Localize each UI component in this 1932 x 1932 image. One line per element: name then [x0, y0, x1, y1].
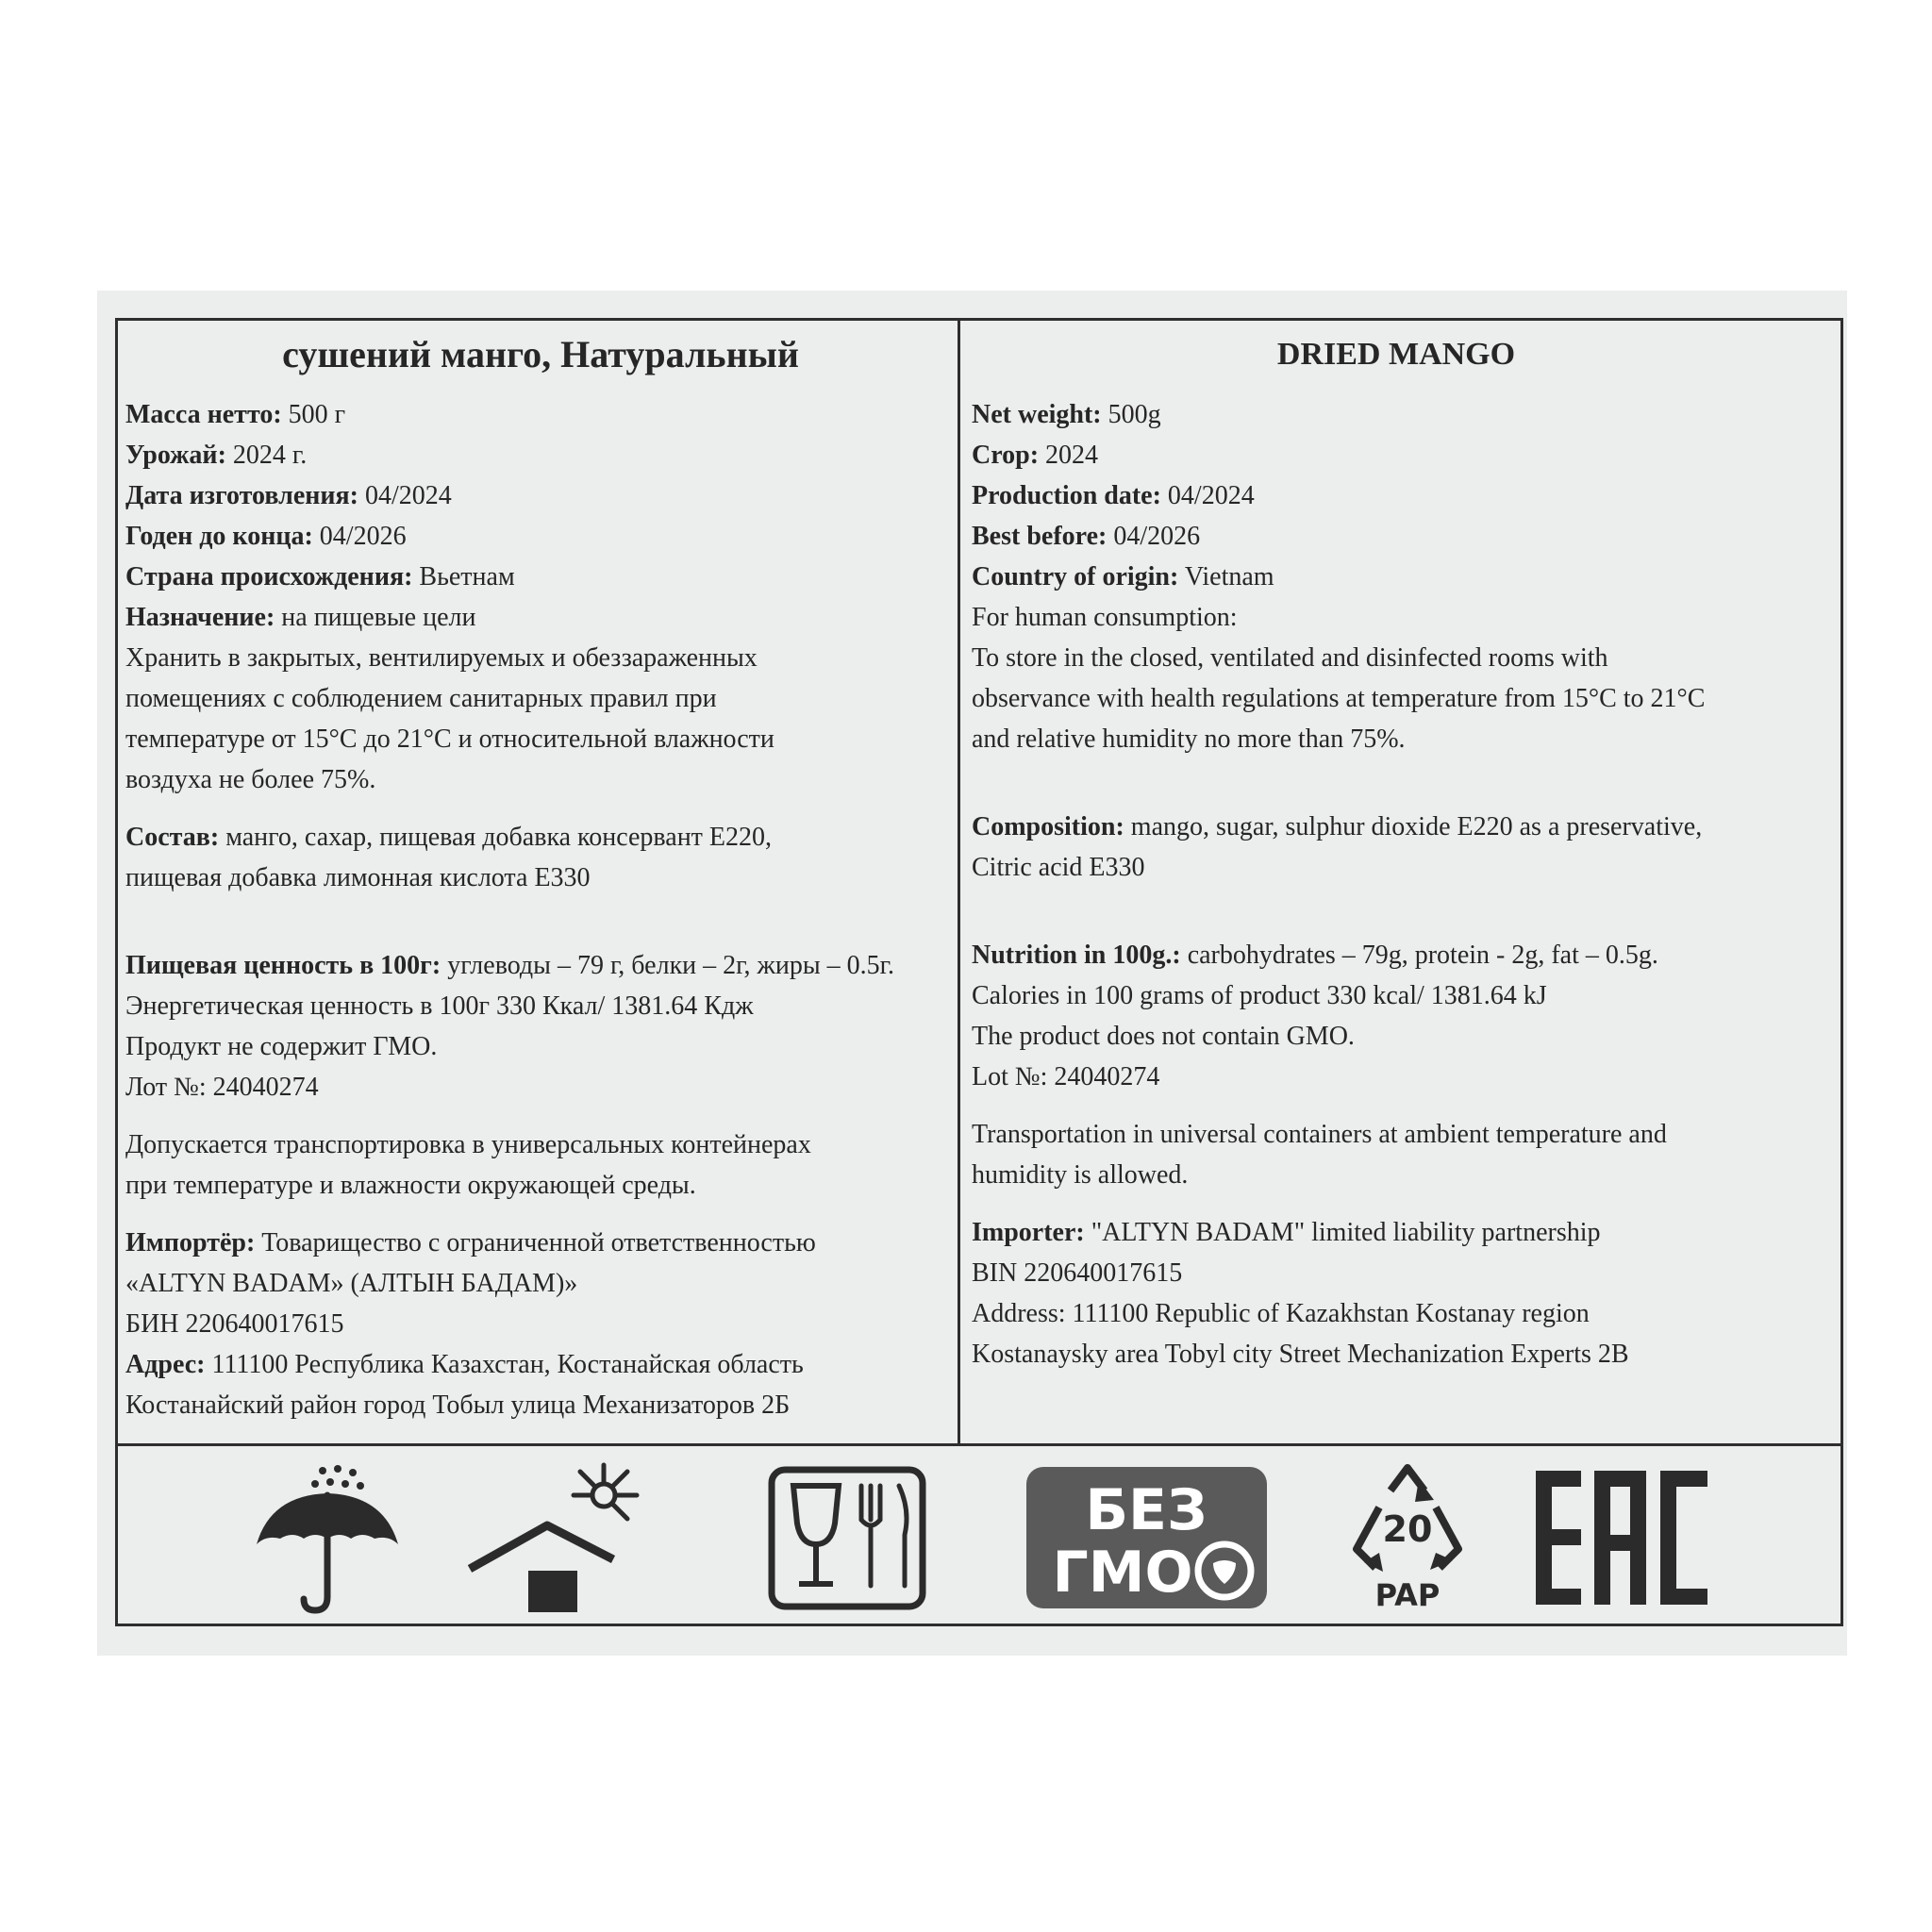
- field-value: 2024 г.: [225, 441, 308, 470]
- field-value: mango, sugar, sulphur dioxide E220 as a preservative,: [1124, 812, 1703, 841]
- purpose-line: For human consumption:: [972, 603, 1238, 632]
- gmo-line: Продукт не содержит ГМО.: [125, 1032, 438, 1061]
- lot-line: Lot №: 24040274: [972, 1062, 1160, 1091]
- field-value: 500 г: [281, 400, 346, 429]
- eac-mark-icon: [1536, 1457, 1710, 1618]
- keep-dry-umbrella-icon: [247, 1457, 408, 1618]
- field-label: Годен до конца:: [125, 522, 313, 551]
- field-value: Vietnam: [1178, 562, 1274, 591]
- field-value: 2024: [1039, 441, 1099, 470]
- field-value: "ALTYN BADAM" limited liability partnership: [1084, 1218, 1601, 1247]
- field-label: Importer:: [972, 1218, 1085, 1247]
- transport-line: Допускается транспортировка в универсальных контейнерах: [125, 1130, 811, 1159]
- field-label: Назначение:: [125, 603, 275, 632]
- field-label: Адрес:: [125, 1350, 206, 1379]
- transport-line: при температуре и влажности окружающей среды.: [125, 1171, 696, 1200]
- bin-line: БИН 220640017615: [125, 1309, 344, 1339]
- address-line: [125, 1344, 956, 1385]
- field-label: Nutrition in 100g.:: [972, 941, 1181, 970]
- food-contact-icon: [767, 1457, 927, 1618]
- nutrition-line: [972, 935, 1821, 975]
- field-value: манго, сахар, пищевая добавка консервант Е220,: [219, 823, 773, 852]
- gmo-line: The product does not contain GMO.: [972, 1022, 1355, 1051]
- transport-line: Transportation in universal containers at ambient temperature and: [972, 1120, 1667, 1149]
- production-date-line: [125, 475, 956, 516]
- field-value: углеводы – 79 г, белки – 2г, жиры – 0.5г.: [441, 951, 894, 980]
- net-weight-line: [125, 394, 956, 435]
- field-label: Урожай:: [125, 441, 226, 470]
- composition-line-2: Citric acid E330: [972, 853, 1145, 882]
- energy-line: Calories in 100 grams of product 330 kcal/ 1381.64 kJ: [972, 981, 1547, 1010]
- symbols-divider: [115, 1443, 1843, 1446]
- field-value: 500g: [1101, 400, 1161, 429]
- russian-title: сушений манго, Натуральный: [282, 333, 799, 375]
- composition-line: [972, 807, 1821, 847]
- production-date-line: [972, 475, 1821, 516]
- keep-away-from-sun-icon: [462, 1457, 665, 1618]
- energy-line: Энергетическая ценность в 100г 330 Ккал/ 1381.64 Кдж: [125, 991, 754, 1021]
- field-value: 04/2026: [1107, 522, 1201, 551]
- storage-line: воздуха не более 75%.: [125, 765, 376, 794]
- column-divider: [958, 318, 960, 1445]
- recycling-material: PAP: [1374, 1577, 1441, 1613]
- field-value: на пищевые цели: [275, 603, 476, 632]
- storage-line: помещениях с соблюдением санитарных правил при: [125, 684, 717, 713]
- transport-line: humidity is allowed.: [972, 1160, 1189, 1190]
- field-value: 04/2024: [1160, 481, 1255, 510]
- recycling-icon: [1341, 1457, 1474, 1618]
- field-label: Страна происхождения:: [125, 562, 413, 591]
- address-line: Address: 111100 Republic of Kazakhstan Kostanay region: [972, 1299, 1590, 1328]
- field-label: Best before:: [972, 522, 1108, 551]
- net-weight-line: [972, 394, 1821, 435]
- crop-line: [972, 435, 1821, 475]
- address-line-2: Kostanaysky area Tobyl city Street Mechanization Experts 2B: [972, 1340, 1629, 1369]
- field-label: Composition:: [972, 812, 1124, 841]
- best-before-line: [972, 516, 1821, 557]
- importer-line: [125, 1223, 956, 1263]
- recycling-code: 20: [1382, 1508, 1433, 1550]
- storage-line: observance with health regulations at temperature from 15°C to 21°C: [972, 684, 1706, 713]
- no-gmo-line-2: ГМО: [1052, 1540, 1193, 1606]
- storage-line: температуре от 15°С до 21°С и относительной влажности: [125, 724, 774, 754]
- field-value: 111100 Республика Казахстан, Костанайская область: [205, 1350, 804, 1379]
- field-value: 04/2024: [358, 481, 452, 510]
- field-label: Дата изготовления:: [125, 481, 358, 510]
- storage-line: Хранить в закрытых, вентилируемых и обеззараженных: [125, 643, 758, 673]
- field-label: Пищевая ценность в 100г:: [125, 951, 441, 980]
- english-title: DRIED MANGO: [1276, 337, 1516, 372]
- composition-line: [125, 817, 956, 858]
- origin-line: [125, 557, 956, 597]
- no-gmo-icon: [1026, 1457, 1267, 1618]
- crop-line: [125, 435, 956, 475]
- best-before-line: [125, 516, 956, 557]
- no-gmo-line-1: БЕЗ: [1085, 1477, 1208, 1543]
- russian-column: [125, 330, 956, 1425]
- bin-line: BIN 220640017615: [972, 1258, 1183, 1288]
- storage-line: and relative humidity no more than 75%.: [972, 724, 1406, 754]
- field-label: Country of origin:: [972, 562, 1179, 591]
- importer-line: [972, 1212, 1821, 1253]
- purpose-line: [125, 597, 956, 638]
- field-value: Товарищество с ограниченной ответственностью: [255, 1228, 816, 1257]
- origin-line: [972, 557, 1821, 597]
- field-label: Масса нетто:: [125, 400, 282, 429]
- field-label: Production date:: [972, 481, 1161, 510]
- field-value: Вьетнам: [412, 562, 515, 591]
- field-value: carbohydrates – 79g, protein - 2g, fat – 0.5g.: [1180, 941, 1658, 970]
- importer-line-2: «ALTYN BADAM» (АЛТЫН БАДАМ)»: [125, 1269, 578, 1298]
- field-value: 04/2026: [312, 522, 407, 551]
- english-column: [972, 330, 1821, 1374]
- nutrition-line: [125, 945, 956, 986]
- lot-line: Лот №: 24040274: [125, 1073, 319, 1102]
- field-label: Net weight:: [972, 400, 1102, 429]
- field-label: Импортёр:: [125, 1228, 256, 1257]
- field-label: Crop:: [972, 441, 1040, 470]
- address-line-2: Костанайский район город Тобыл улица Механизаторов 2Б: [125, 1391, 791, 1420]
- field-label: Состав:: [125, 823, 220, 852]
- storage-line: To store in the closed, ventilated and disinfected rooms with: [972, 643, 1608, 673]
- composition-line-2: пищевая добавка лимонная кислота Е330: [125, 863, 591, 892]
